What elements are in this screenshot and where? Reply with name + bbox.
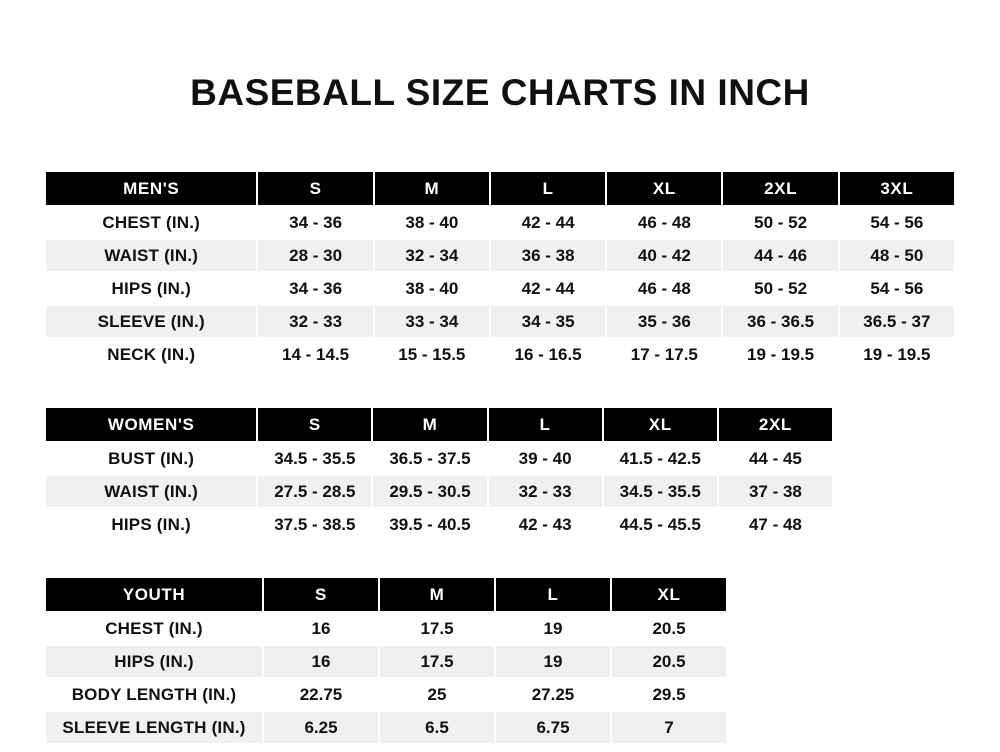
- cell: 37.5 - 38.5: [257, 508, 372, 541]
- cell: 41.5 - 42.5: [603, 442, 718, 475]
- cell: 15 - 15.5: [374, 338, 490, 371]
- cell: 46 - 48: [606, 272, 722, 305]
- row-label: CHEST (IN.): [45, 612, 263, 645]
- youth-header-l: L: [495, 577, 611, 612]
- cell: 27.5 - 28.5: [257, 475, 372, 508]
- cell: 14 - 14.5: [257, 338, 373, 371]
- cell: 6.5: [379, 711, 495, 744]
- mens-header-category: MEN'S: [45, 171, 257, 206]
- table-row: [45, 475, 833, 508]
- cell: 36 - 36.5: [722, 305, 838, 338]
- cell: 42 - 44: [490, 272, 606, 305]
- size-tables-container: [0, 170, 1000, 745]
- mens-size-table: [44, 170, 956, 372]
- cell: 19 - 19.5: [722, 338, 838, 371]
- mens-header-l: L: [490, 171, 606, 206]
- table-header-row: [45, 407, 833, 442]
- table-row: [45, 711, 727, 744]
- womens-header-s: S: [257, 407, 372, 442]
- table-row: [45, 612, 727, 645]
- table-spacer: [44, 542, 956, 576]
- row-label: WAIST (IN.): [45, 239, 257, 272]
- table-row: [45, 678, 727, 711]
- cell: 44 - 45: [718, 442, 833, 475]
- cell: 38 - 40: [374, 272, 490, 305]
- row-label: SLEEVE LENGTH (IN.): [45, 711, 263, 744]
- cell: 20.5: [611, 645, 727, 678]
- cell: 27.25: [495, 678, 611, 711]
- womens-header-category: WOMEN'S: [45, 407, 257, 442]
- youth-header-m: M: [379, 577, 495, 612]
- womens-header-xl: XL: [603, 407, 718, 442]
- cell: 19: [495, 645, 611, 678]
- mens-header-m: M: [374, 171, 490, 206]
- cell: 22.75: [263, 678, 379, 711]
- cell: 42 - 43: [488, 508, 603, 541]
- cell: 38 - 40: [374, 206, 490, 239]
- cell: 36.5 - 37.5: [372, 442, 487, 475]
- table-row: [45, 206, 955, 239]
- row-label: BUST (IN.): [45, 442, 257, 475]
- cell: 20.5: [611, 612, 727, 645]
- cell: 39.5 - 40.5: [372, 508, 487, 541]
- cell: 19: [495, 612, 611, 645]
- youth-size-table: [44, 576, 728, 745]
- cell: 39 - 40: [488, 442, 603, 475]
- cell: 29.5: [611, 678, 727, 711]
- womens-size-table: [44, 406, 834, 542]
- cell: 17.5: [379, 645, 495, 678]
- womens-header-m: M: [372, 407, 487, 442]
- cell: 33 - 34: [374, 305, 490, 338]
- row-label: WAIST (IN.): [45, 475, 257, 508]
- cell: 37 - 38: [718, 475, 833, 508]
- cell: 50 - 52: [722, 206, 838, 239]
- table-header-row: [45, 577, 727, 612]
- row-label: HIPS (IN.): [45, 272, 257, 305]
- cell: 42 - 44: [490, 206, 606, 239]
- cell: 29.5 - 30.5: [372, 475, 487, 508]
- cell: 6.75: [495, 711, 611, 744]
- cell: 34 - 36: [257, 272, 373, 305]
- cell: 28 - 30: [257, 239, 373, 272]
- cell: 25: [379, 678, 495, 711]
- table-spacer: [44, 372, 956, 406]
- row-label: NECK (IN.): [45, 338, 257, 371]
- cell: 34 - 36: [257, 206, 373, 239]
- mens-header-s: S: [257, 171, 373, 206]
- womens-header-2xl: 2XL: [718, 407, 833, 442]
- cell: 35 - 36: [606, 305, 722, 338]
- table-row: [45, 239, 955, 272]
- cell: 16: [263, 612, 379, 645]
- row-label: BODY LENGTH (IN.): [45, 678, 263, 711]
- cell: 32 - 34: [374, 239, 490, 272]
- table-row: [45, 645, 727, 678]
- cell: 34 - 35: [490, 305, 606, 338]
- row-label: CHEST (IN.): [45, 206, 257, 239]
- table-row: [45, 508, 833, 541]
- youth-header-s: S: [263, 577, 379, 612]
- cell: 48 - 50: [839, 239, 955, 272]
- cell: 34.5 - 35.5: [603, 475, 718, 508]
- cell: 47 - 48: [718, 508, 833, 541]
- cell: 19 - 19.5: [839, 338, 955, 371]
- mens-header-3xl: 3XL: [839, 171, 955, 206]
- row-label: SLEEVE (IN.): [45, 305, 257, 338]
- table-row: [45, 272, 955, 305]
- youth-header-category: YOUTH: [45, 577, 263, 612]
- cell: 32 - 33: [488, 475, 603, 508]
- cell: 40 - 42: [606, 239, 722, 272]
- cell: 50 - 52: [722, 272, 838, 305]
- cell: 44 - 46: [722, 239, 838, 272]
- page-title: BASEBALL SIZE CHARTS IN INCH: [190, 72, 810, 113]
- cell: 16 - 16.5: [490, 338, 606, 371]
- youth-header-xl: XL: [611, 577, 727, 612]
- table-row: [45, 305, 955, 338]
- table-row: [45, 338, 955, 371]
- cell: 46 - 48: [606, 206, 722, 239]
- cell: 36 - 38: [490, 239, 606, 272]
- cell: 34.5 - 35.5: [257, 442, 372, 475]
- cell: 54 - 56: [839, 206, 955, 239]
- cell: 7: [611, 711, 727, 744]
- cell: 44.5 - 45.5: [603, 508, 718, 541]
- mens-header-xl: XL: [606, 171, 722, 206]
- cell: 17.5: [379, 612, 495, 645]
- row-label: HIPS (IN.): [45, 645, 263, 678]
- row-label: HIPS (IN.): [45, 508, 257, 541]
- cell: 32 - 33: [257, 305, 373, 338]
- womens-header-l: L: [488, 407, 603, 442]
- mens-header-2xl: 2XL: [722, 171, 838, 206]
- cell: 54 - 56: [839, 272, 955, 305]
- table-header-row: [45, 171, 955, 206]
- cell: 17 - 17.5: [606, 338, 722, 371]
- cell: 6.25: [263, 711, 379, 744]
- table-row: [45, 442, 833, 475]
- cell: 36.5 - 37: [839, 305, 955, 338]
- cell: 16: [263, 645, 379, 678]
